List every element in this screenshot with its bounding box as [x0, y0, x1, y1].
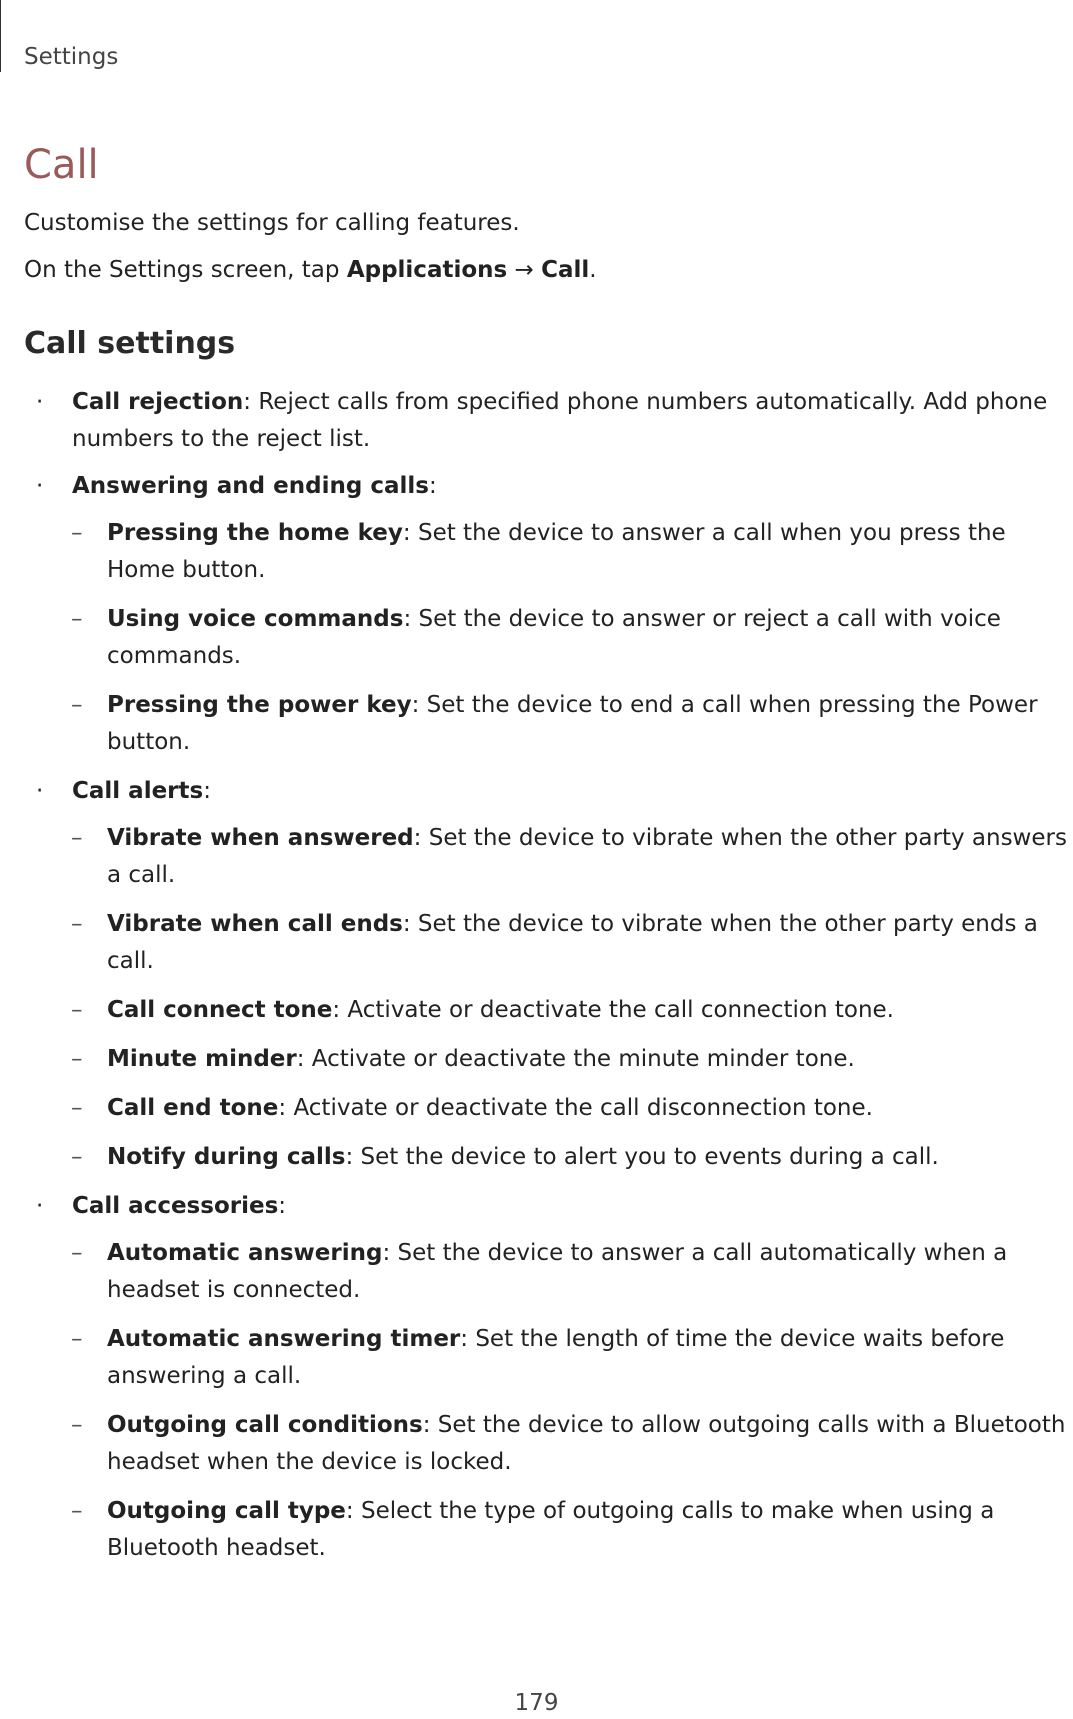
- sub-item: [24, 1235, 1069, 1309]
- item-text: :: [203, 778, 211, 804]
- sub-label: Outgoing call type: [107, 1498, 346, 1524]
- item-label: Answering and ending calls: [72, 473, 429, 499]
- sub-label: Call connect tone: [107, 997, 333, 1023]
- sub-label: Notify during calls: [107, 1144, 346, 1170]
- item-text: :: [428, 473, 437, 499]
- sub-label: Pressing the home key: [107, 520, 403, 546]
- item-text: : Reject calls from specified phone numbers automatically. Add phone numbers to the reject list.: [72, 389, 1048, 452]
- section-title: Call settings: [24, 326, 236, 361]
- intro-text: Customise the settings for calling features.: [24, 210, 520, 236]
- path-suffix: .: [589, 257, 597, 283]
- sub-text: : Set the device to allow outgoing calls with a Bluetooth headset when the device is locked.: [107, 1412, 1066, 1475]
- sub-label: Automatic answering: [107, 1240, 383, 1266]
- sub-item: [24, 1139, 1069, 1176]
- item-label: Call alerts: [72, 778, 204, 804]
- sub-item: [24, 906, 1069, 980]
- sub-text: : Activate or deactivate the call disconnection tone.: [278, 1095, 873, 1121]
- dash-icon: –: [71, 911, 83, 937]
- dash-icon: –: [71, 1046, 83, 1072]
- sub-label: Using voice commands: [107, 606, 404, 632]
- sub-item: [24, 687, 1069, 761]
- sub-text: : Set the length of time the device waits before answering a call.: [107, 1326, 1005, 1389]
- list-item: [24, 468, 1069, 505]
- header-rule: [0, 0, 1, 72]
- sub-text: : Activate or deactivate the call connection tone.: [332, 997, 894, 1023]
- dash-icon: –: [71, 1412, 83, 1438]
- sub-item: [24, 601, 1069, 675]
- sub-label: Vibrate when call ends: [107, 911, 403, 937]
- sub-text: : Set the device to end a call when pressing the Power button.: [107, 692, 1038, 755]
- dash-icon: –: [71, 825, 83, 851]
- path-instruction: [24, 257, 597, 283]
- sub-label: Minute minder: [107, 1046, 297, 1072]
- sub-item: [24, 820, 1069, 894]
- list-item: [24, 384, 1069, 458]
- sub-label: Pressing the power key: [107, 692, 412, 718]
- path-step-applications: Applications: [346, 257, 508, 283]
- sub-label: Vibrate when answered: [107, 825, 414, 851]
- sub-text: : Set the device to answer a call automatically when a headset is connected.: [107, 1240, 1008, 1303]
- sub-text: : Set the device to vibrate when the other party answers a call.: [107, 825, 1067, 888]
- dash-icon: –: [71, 606, 83, 632]
- sub-label: Automatic answering timer: [107, 1326, 461, 1352]
- sub-item: [24, 1090, 1069, 1127]
- list-item: [24, 773, 1069, 810]
- sub-text: : Set the device to answer or reject a call with voice commands.: [107, 606, 1001, 669]
- sub-item: [24, 1041, 1069, 1078]
- item-label: Call rejection: [72, 389, 244, 415]
- sub-label: Call end tone: [107, 1095, 279, 1121]
- settings-list: [24, 384, 1069, 1579]
- sub-item: [24, 1407, 1069, 1481]
- sub-label: Outgoing call conditions: [107, 1412, 423, 1438]
- dash-icon: –: [71, 1144, 83, 1170]
- item-label: Call accessories: [72, 1193, 279, 1219]
- page-title: Call: [24, 142, 99, 188]
- sub-text: : Set the device to answer a call when you press the Home button.: [107, 520, 1006, 583]
- sub-item: [24, 992, 1069, 1029]
- item-text: :: [278, 1193, 287, 1219]
- bullet-icon: ·: [36, 473, 44, 499]
- dash-icon: –: [71, 997, 83, 1023]
- dash-icon: –: [71, 1095, 83, 1121]
- running-header: Settings: [24, 44, 119, 70]
- sub-text: : Activate or deactivate the minute minder tone.: [296, 1046, 855, 1072]
- dash-icon: –: [71, 520, 83, 546]
- sub-text: : Set the device to vibrate when the other party ends a call.: [107, 911, 1038, 974]
- sub-text: : Select the type of outgoing calls to make when using a Bluetooth headset.: [107, 1498, 995, 1561]
- page-number: 179: [514, 1690, 559, 1716]
- bullet-icon: ·: [36, 778, 44, 804]
- path-prefix: On the Settings screen, tap: [24, 257, 347, 283]
- sub-item: [24, 1321, 1069, 1395]
- path-step-call: Call: [541, 257, 590, 283]
- bullet-icon: ·: [36, 1193, 44, 1219]
- sub-text: : Set the device to alert you to events during a call.: [345, 1144, 939, 1170]
- sub-item: [24, 515, 1069, 589]
- dash-icon: –: [71, 692, 83, 718]
- path-arrow: →: [507, 257, 542, 283]
- bullet-icon: ·: [36, 389, 44, 415]
- dash-icon: –: [71, 1326, 83, 1352]
- sub-item: [24, 1493, 1069, 1567]
- dash-icon: –: [71, 1240, 83, 1266]
- list-item: [24, 1188, 1069, 1225]
- dash-icon: –: [71, 1498, 83, 1524]
